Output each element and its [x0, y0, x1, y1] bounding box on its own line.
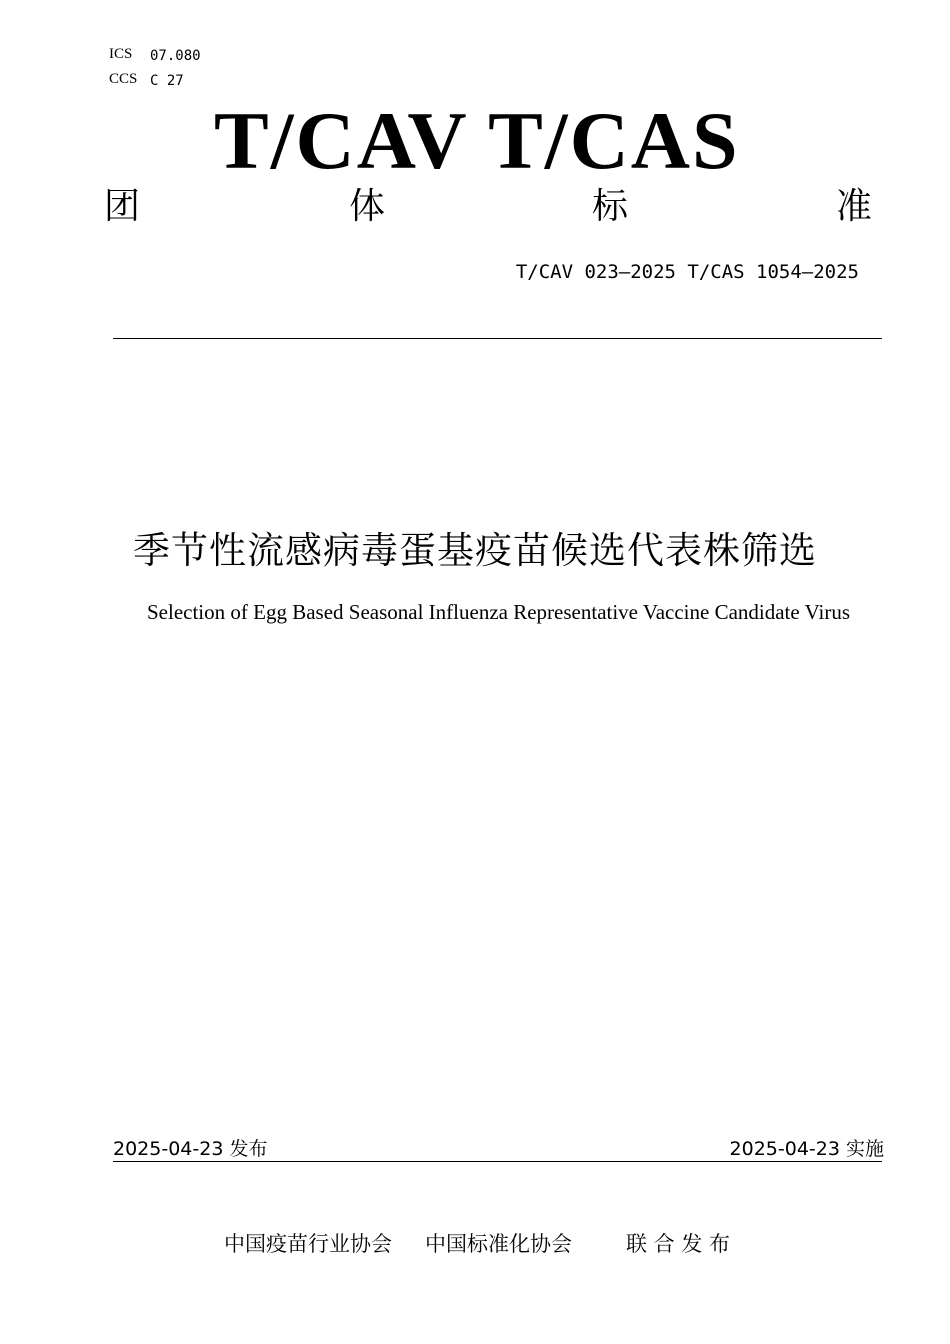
- header-divider: [113, 338, 882, 339]
- ics-code: 07.080: [150, 48, 201, 64]
- publisher-org-1: 中国疫苗行业协会: [224, 1232, 392, 1256]
- ics-label: ICS: [109, 46, 133, 62]
- implement-date: 2025-04-23 实施: [729, 1138, 884, 1160]
- publisher-joint: 联 合 发 布: [626, 1232, 731, 1256]
- footer-divider: [113, 1161, 882, 1162]
- document-title-zh: 季节性流感病毒蛋基疫苗候选代表株筛选: [133, 529, 817, 572]
- standard-number: T/CAV 023—2025 T/CAS 1054—2025: [515, 261, 859, 283]
- publisher-org-2: 中国标准化协会: [425, 1232, 572, 1256]
- standard-type-char-3: 标: [592, 186, 629, 227]
- standard-type-char-2: 体: [349, 186, 386, 227]
- standard-type-char-4: 准: [836, 186, 873, 227]
- document-title-en: Selection of Egg Based Seasonal Influenza Representative Vaccine Candidate Virus: [147, 600, 850, 624]
- standard-type-char-1: 团: [104, 186, 141, 227]
- ccs-label: CCS: [109, 71, 138, 87]
- standard-brand: T/CAV T/CAS: [214, 95, 740, 186]
- ccs-code: C 27: [150, 73, 184, 89]
- publish-date: 2025-04-23 发布: [113, 1138, 268, 1160]
